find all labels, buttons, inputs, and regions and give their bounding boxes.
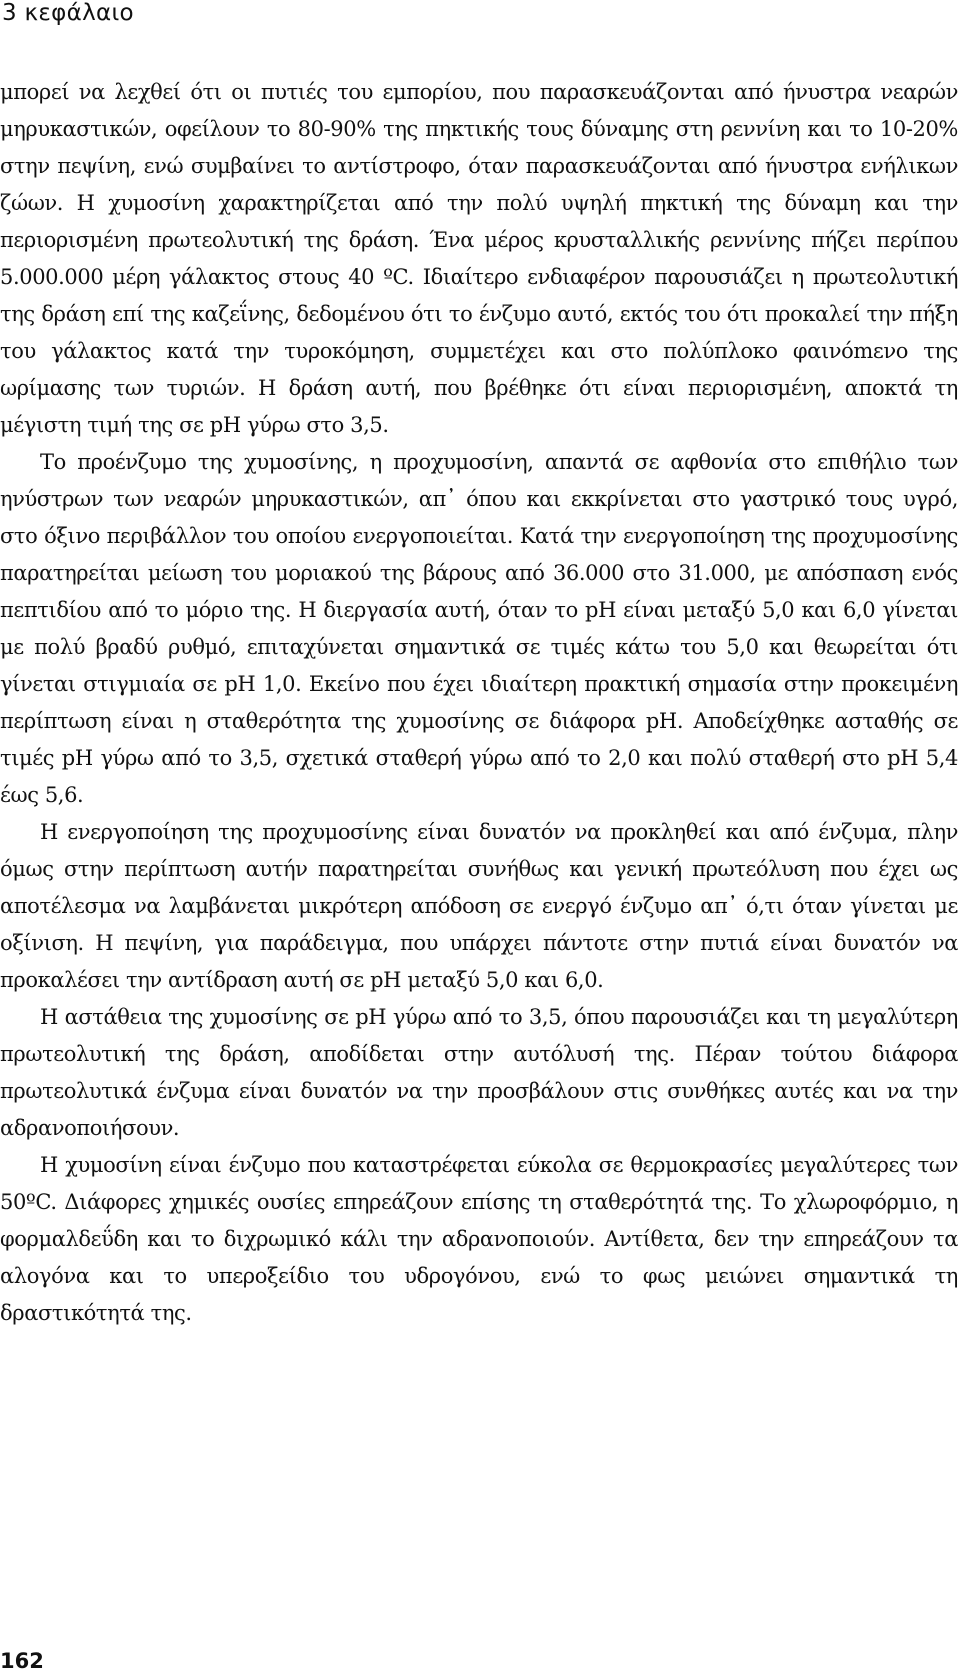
- body-paragraph: Το προένζυμο της χυμοσίνης, η προχυμοσίνη, απαντά σε αφθονία στο επιθήλιο των ηνύστρων των νεαρών μηρυκαστικών, απ᾽ όπου και εκκρίνεται στο γαστρικό τους υγρό, στο όξινο περιβάλλον του οποίου ενεργοποιείται. Κατά την ενεργοποίηση της προχυμοσίνης παρατηρείται μείωση του μοριακού της βάρους από 36.000 στο 31.000, με απόσπαση ενός πεπτιδίου από το μόριο της. Η διεργασία αυτή, όταν το pH είναι μεταξύ 5,0 και 6,0 γίνεται με πολύ βραδύ ρυθμό, επιταχύνεται σημαντικά σε τιμές κάτω του 5,0 και θεωρείται ότι γίνεται στιγμιαία σε pH 1,0. Εκείνο που έχει ιδιαίτερη πρακτική σημασία στην προκειμένη περίπτωση είναι η σταθερότητα της χυμοσίνης σε διάφορα pH. Αποδείχθηκε ασταθής σε τιμές pH γύρω από το 3,5, σχετικά σταθερή γύρω από το 2,0 και πολύ σταθερή στο pH 5,4 έως 5,6.: [0, 450, 958, 807]
- page-number: 162: [0, 1649, 44, 1673]
- page-body: [0, 74, 958, 1332]
- running-header: 3 κεφάλαιο: [2, 0, 134, 26]
- body-paragraph: Η ενεργοποίηση της προχυμοσίνης είναι δυνατόν να προκληθεί και από ένζυμα, πλην όμως στην περίπτωση αυτήν παρατηρείται συνήθως και γενική πρωτεόλυση που έχει ως αποτέλεσμα να λαμβάνεται μικρότερη απόδοση σε ενεργό ένζυμο απ᾽ ό,τι όταν γίνεται με οξίνιση. Η πεψίνη, για παράδειγμα, που υπάρχει πάντοτε στην πυτιά είναι δυνατόν να προκαλέσει την αντίδραση αυτή σε pH μεταξύ 5,0 και 6,0.: [0, 820, 958, 992]
- body-paragraph: Η αστάθεια της χυμοσίνης σε pH γύρω από το 3,5, όπου παρουσιάζει και τη μεγαλύτερη πρωτεολυτική της δράση, αποδίδεται στην αυτόλυσή της. Πέραν τούτου διάφορα πρωτεολυτικά ένζυμα είναι δυνατόν να την προσβάλουν στις συνθήκες αυτές και να την αδρανοποιήσουν.: [0, 1005, 958, 1140]
- body-paragraph: μπορεί να λεχθεί ότι οι πυτιές του εμπορίου, που παρασκευάζονται από ήνυστρα νεαρών μηρυκαστικών, οφείλουν το 80-90% της πηκτικής τους δύναμης στη ρεννίνη και το 10-20% στην πεψίνη, ενώ συμβαίνει το αντίστροφο, όταν παρασκευάζονται από ήνυστρα ενήλικων ζώων. Η χυμοσίνη χαρακτηρίζεται από την πολύ υψηλή πηκτική της δύναμη και την περιορισμένη πρωτεολυτική της δράση. Ένα μέρος κρυσταλλικής ρεννίνης πήζει περίπου 5.000.000 μέρη γάλακτος στους 40 ºC. Ιδιαίτερο ενδιαφέρον παρουσιάζει η πρωτεολυτική της δράση επί της καζεΐνης, δεδομένου ότι το ένζυμο αυτό, εκτός του ότι προκαλεί την πήξη του γάλακτος κατά την τυροκόμηση, συμμετέχει και στο πολύπλοκο φαινόmενο της ωρίμασης των τυριών. Η δράση αυτή, που βρέθηκε ότι είναι περιορισμένη, αποκτά τη μέγιστη τιμή της σε pH γύρω στο 3,5.: [0, 80, 958, 437]
- body-paragraph: Η χυμοσίνη είναι ένζυμο που καταστρέφεται εύκολα σε θερμοκρασίες μεγαλύτερες των 50ºC. Διάφορες χημικές ουσίες επηρεάζουν επίσης τη σταθερότητά της. Το χλωροφόρμιο, η φορμαλδεΰδη και το διχρωμικό κάλι την αδρανοποιούν. Αντίθετα, δεν την επηρεάζουν τα αλογόνα και το υπεροξείδιο του υδρογόνου, ενώ το φως μειώνει σημαντικά τη δραστικότητά της.: [0, 1153, 958, 1325]
